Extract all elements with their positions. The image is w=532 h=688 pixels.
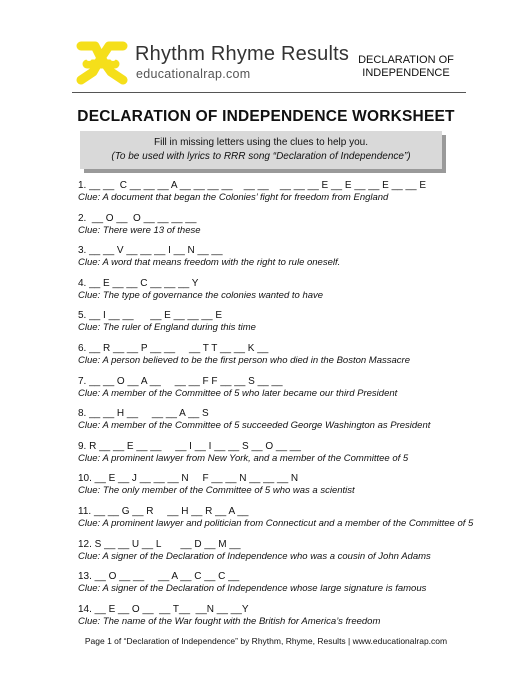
answer-blanks: 5. __ I __ __ __ E __ __ __ E bbox=[78, 310, 222, 322]
page-footer: Page 1 of “Declaration of Independence” by Rhythm, Rhyme, Results | www.educationalrap.com bbox=[84, 636, 448, 646]
answer-blanks: 11. __ __ G __ R __ H __ R __ A __ bbox=[78, 505, 249, 517]
clue-text: Clue: The only member of the Committee of 5 who was a scientist bbox=[78, 485, 355, 497]
question-item bbox=[78, 506, 478, 539]
answer-blanks: 14. __ E __ O __ __ T__ __N __ __Y bbox=[78, 603, 249, 615]
clue-text: Clue: A member of the Committee of 5 who later became our third President bbox=[78, 387, 398, 399]
clue-text: Clue: A member of the Committee of 5 succeeded George Washington as President bbox=[78, 420, 431, 432]
clue-text: Clue: A signer of the Declaration of Independence whose large signature is famous bbox=[78, 583, 427, 595]
instructions-box bbox=[80, 131, 442, 169]
answer-blanks: 7. __ __ O __ A __ __ __ F F __ __ S __ __ bbox=[78, 375, 283, 387]
question-item bbox=[78, 245, 478, 278]
question-item bbox=[78, 441, 478, 474]
rhythm-rhyme-results-logo bbox=[73, 38, 131, 88]
header-divider bbox=[72, 92, 466, 93]
brand-url: educationalrap.com bbox=[136, 67, 251, 81]
clue-text: Clue: The ruler of England during this time bbox=[78, 322, 256, 334]
answer-blanks: 2. __ O __ O __ __ __ __ bbox=[78, 212, 197, 224]
clue-text: Clue: A person believed to be the first person who died in the Boston Massacre bbox=[78, 354, 410, 366]
clue-text: Clue: A prominent lawyer and politician from Connecticut and a member of the Committee of 5 bbox=[78, 517, 474, 529]
question-item bbox=[78, 213, 478, 246]
header-topic-line1: DECLARATION OF bbox=[358, 54, 454, 66]
question-item bbox=[78, 310, 478, 343]
clue-text: Clue: A prominent lawyer from New York, and a member of the Committee of 5 bbox=[78, 452, 409, 464]
question-item bbox=[78, 604, 478, 637]
question-item bbox=[78, 343, 478, 376]
clue-text: Clue: A word that means freedom with the right to rule oneself. bbox=[78, 257, 341, 269]
question-item bbox=[78, 180, 478, 213]
question-list bbox=[78, 180, 478, 636]
answer-blanks: 8. __ __ H __ __ __ A __ S bbox=[78, 408, 209, 420]
clue-text: Clue: The type of governance the colonies wanted to have bbox=[78, 289, 324, 301]
answer-blanks: 12. S __ __ U __ L __ D __ M __ bbox=[78, 538, 241, 550]
answer-blanks: 9. R __ __ E __ __ __ I __ I __ __ S __ O __ __ bbox=[78, 440, 301, 452]
instructions-line1: Fill in missing letters using the clues to help you. bbox=[154, 137, 368, 148]
header-topic bbox=[340, 54, 472, 80]
answer-blanks: 1. __ __ C __ __ __ A __ __ __ __ __ __ __ __ __ E __ E __ __ E __ __ E bbox=[78, 180, 427, 191]
clue-text: Clue: There were 13 of these bbox=[78, 224, 201, 236]
question-item bbox=[78, 539, 478, 572]
question-item bbox=[78, 376, 478, 409]
brand-name: Rhythm Rhyme Results bbox=[135, 43, 350, 65]
clue-text: Clue: A signer of the Declaration of Independence who was a cousin of John Adams bbox=[78, 550, 431, 562]
answer-blanks: 13. __ O __ __ __ A __ C __ C __ bbox=[78, 571, 240, 583]
question-item bbox=[78, 408, 478, 441]
clue-text: Clue: The name of the War fought with the British for America’s freedom bbox=[78, 615, 381, 627]
answer-blanks: 3. __ __ V __ __ __ I __ N __ __ bbox=[78, 245, 223, 257]
answer-blanks: 10. __ E __ J __ __ __ N F __ __ N __ __ __ N bbox=[78, 473, 299, 485]
instructions-line2: (To be used with lyrics to RRR song “Declaration of Independence”) bbox=[111, 151, 411, 162]
question-item bbox=[78, 571, 478, 604]
clue-text: Clue: A document that began the Colonies’ fight for freedom from England bbox=[78, 192, 389, 203]
answer-blanks: 6. __ R __ __ P __ __ __ T T __ __ K __ bbox=[78, 342, 269, 354]
worksheet-title: DECLARATION OF INDEPENDENCE WORKSHEET bbox=[77, 108, 455, 125]
question-item bbox=[78, 473, 478, 506]
question-item bbox=[78, 278, 478, 311]
answer-blanks: 4. __ E __ __ C __ __ __ Y bbox=[78, 277, 199, 289]
header-topic-line2: INDEPENDENCE bbox=[362, 67, 450, 79]
